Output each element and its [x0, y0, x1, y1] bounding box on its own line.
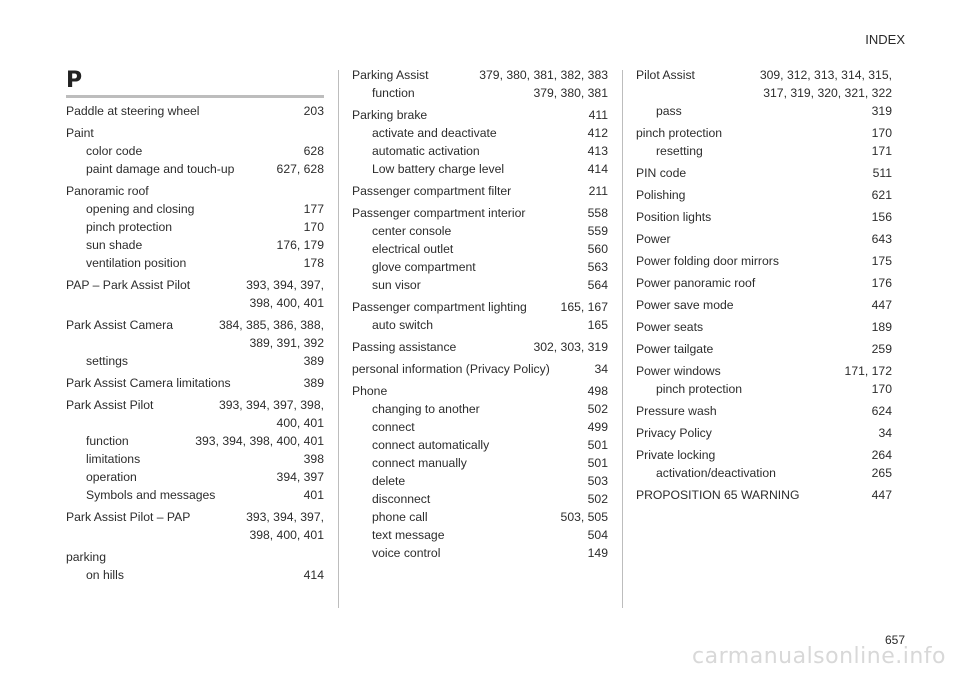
index-subpage-refs[interactable]: 394, 397	[276, 470, 324, 484]
index-page-refs-continued[interactable]: 398, 400, 401	[249, 296, 324, 310]
index-subpage-refs[interactable]: 165	[587, 318, 608, 332]
index-subterm: limitations	[86, 452, 141, 466]
index-subpage-refs[interactable]: 170	[303, 220, 324, 234]
index-subpage-refs[interactable]: 412	[587, 126, 608, 140]
index-term: Paddle at steering wheel	[66, 104, 200, 118]
index-term: Passenger compartment lighting	[352, 300, 527, 314]
index-subentry	[352, 240, 608, 258]
index-entry	[636, 340, 892, 358]
index-subterm: glove compartment	[372, 260, 476, 274]
index-subterm: ventilation position	[86, 256, 187, 270]
index-subterm: electrical outlet	[372, 242, 454, 256]
index-subentry	[352, 124, 608, 142]
index-entry	[66, 276, 324, 312]
index-subpage-refs[interactable]: 265	[871, 466, 892, 480]
index-subterm: activate and deactivate	[372, 126, 497, 140]
index-entry-line	[636, 486, 892, 504]
index-entry	[352, 204, 608, 294]
index-subentry	[66, 142, 324, 160]
index-entry	[352, 298, 608, 334]
index-entry	[636, 446, 892, 482]
index-term: Power save mode	[636, 298, 734, 312]
index-subentry	[352, 142, 608, 160]
index-page-refs-continued[interactable]: 317, 319, 320, 321, 322	[763, 86, 892, 100]
index-subpage-refs[interactable]: 178	[303, 256, 324, 270]
index-term: Polishing	[636, 188, 686, 202]
index-term: Parking brake	[352, 108, 428, 122]
index-entry	[352, 182, 608, 200]
index-subentry	[352, 160, 608, 178]
index-subpage-refs[interactable]: 501	[587, 438, 608, 452]
index-entry-line	[636, 124, 892, 142]
index-subentry	[352, 316, 608, 334]
index-entry-line	[636, 252, 892, 270]
index-term: Power seats	[636, 320, 704, 334]
index-column-1	[66, 102, 324, 588]
index-subpage-refs[interactable]: 389	[303, 354, 324, 368]
index-term: Power panoramic roof	[636, 276, 756, 290]
index-entry	[352, 338, 608, 356]
index-subpage-refs[interactable]: 393, 394, 398, 400, 401	[195, 434, 324, 448]
index-entry	[636, 424, 892, 442]
index-term: Phone	[352, 384, 388, 398]
index-subentry	[352, 400, 608, 418]
index-entry	[636, 318, 892, 336]
index-entry	[636, 486, 892, 504]
index-subterm: disconnect	[372, 492, 431, 506]
index-entry	[636, 230, 892, 248]
index-term: personal information (Privacy Policy)	[352, 362, 550, 376]
index-subentry	[636, 380, 892, 398]
index-entry-line	[66, 276, 324, 294]
index-subpage-refs[interactable]: 499	[587, 420, 608, 434]
section-rule	[66, 95, 324, 98]
index-page-refs[interactable]: 393, 394, 397, 398,	[218, 398, 324, 412]
index-term: pinch protection	[636, 126, 723, 140]
index-page-refs[interactable]: 203	[303, 104, 324, 118]
index-page-refs-continued[interactable]: 400, 401	[276, 416, 324, 430]
index-entry-line	[636, 274, 892, 292]
index-term: Passing assistance	[352, 340, 457, 354]
index-page-refs[interactable]: 379, 380, 381, 382, 383	[479, 68, 608, 82]
index-subterm: pass	[656, 104, 682, 118]
column-divider	[622, 70, 623, 608]
section-letter: P	[66, 68, 83, 93]
index-term: parking	[66, 550, 106, 564]
index-term: PROPOSITION 65 WARNING	[636, 488, 800, 502]
index-page-refs[interactable]: 211	[588, 184, 608, 198]
index-page-refs-continued[interactable]: 389, 391, 392	[249, 336, 324, 350]
index-subentry	[636, 102, 892, 120]
index-subpage-refs[interactable]: 398	[303, 452, 324, 466]
index-page-refs[interactable]: 302, 303, 319	[533, 340, 608, 354]
index-subentry	[66, 566, 324, 584]
index-page-refs[interactable]: 264	[871, 448, 892, 462]
index-subterm: auto switch	[372, 318, 433, 332]
index-page-refs[interactable]: 34	[878, 426, 892, 440]
watermark: carmanualsonline.info	[692, 644, 946, 669]
index-page-refs[interactable]: 389	[303, 376, 324, 390]
index-term: Park Assist Camera limitations	[66, 376, 231, 390]
index-subterm: Symbols and messages	[86, 488, 216, 502]
index-term: Paint	[66, 126, 94, 140]
index-subpage-refs[interactable]: 560	[587, 242, 608, 256]
index-entry	[66, 182, 324, 272]
index-subpage-refs[interactable]: 149	[587, 546, 608, 560]
index-entry	[66, 396, 324, 504]
index-entry-line	[66, 396, 324, 414]
index-entry-line	[636, 362, 892, 380]
index-subterm: color code	[86, 144, 143, 158]
index-entry-line	[352, 382, 608, 400]
index-subterm: voice control	[372, 546, 441, 560]
index-subterm: sun visor	[372, 278, 421, 292]
index-entry-line	[636, 296, 892, 314]
index-page-refs[interactable]: 189	[871, 320, 892, 334]
index-subpage-refs[interactable]: 503, 505	[560, 510, 608, 524]
index-term: Passenger compartment interior	[352, 206, 526, 220]
index-page-refs[interactable]: 156	[871, 210, 892, 224]
index-subentry	[352, 258, 608, 276]
index-term: Pilot Assist	[636, 68, 695, 82]
index-subterm: resetting	[656, 144, 703, 158]
index-term: PAP – Park Assist Pilot	[66, 278, 191, 292]
index-subterm: sun shade	[86, 238, 143, 252]
index-page-refs[interactable]: 643	[871, 232, 892, 246]
index-entry	[636, 296, 892, 314]
index-subpage-refs[interactable]: 559	[587, 224, 608, 238]
index-page-refs[interactable]: 624	[871, 404, 892, 418]
index-subpage-refs[interactable]: 176, 179	[276, 238, 324, 252]
index-subpage-refs[interactable]: 627, 628	[276, 162, 324, 176]
index-subpage-refs[interactable]: 504	[587, 528, 608, 542]
index-entry-line	[66, 102, 324, 120]
index-subterm: settings	[86, 354, 129, 368]
index-term: Power tailgate	[636, 342, 714, 356]
index-subpage-refs[interactable]: 414	[587, 162, 608, 176]
index-subterm: function	[372, 86, 415, 100]
index-subpage-refs[interactable]: 401	[303, 488, 324, 502]
index-page-refs[interactable]: 393, 394, 397,	[246, 510, 324, 524]
index-page-refs[interactable]: 175	[871, 254, 892, 268]
index-subpage-refs[interactable]: 564	[587, 278, 608, 292]
index-term: PIN code	[636, 166, 687, 180]
index-subentry	[636, 142, 892, 160]
index-page-refs[interactable]: 558	[587, 206, 608, 220]
index-entry	[352, 106, 608, 178]
index-subentry	[66, 236, 324, 254]
index-entry	[636, 208, 892, 226]
index-subentry	[352, 276, 608, 294]
index-subterm: pinch protection	[656, 382, 743, 396]
index-term: Power folding door mirrors	[636, 254, 779, 268]
index-entry	[636, 402, 892, 420]
index-subterm: on hills	[86, 568, 124, 582]
index-subentry	[66, 432, 324, 450]
index-entry-line	[352, 298, 608, 316]
index-entry-line	[636, 164, 892, 182]
index-entry-line	[636, 402, 892, 420]
index-entry	[636, 186, 892, 204]
index-entry	[66, 124, 324, 178]
index-page-refs[interactable]: 170	[871, 126, 892, 140]
index-subentry	[352, 418, 608, 436]
index-subentry	[352, 508, 608, 526]
index-subterm: center console	[372, 224, 452, 238]
index-entry-line	[636, 230, 892, 248]
index-page-refs[interactable]: 511	[872, 166, 892, 180]
index-entry-line	[352, 204, 608, 222]
index-subpage-refs[interactable]: 379, 380, 381	[533, 86, 608, 100]
index-subterm: paint damage and touch-up	[86, 162, 235, 176]
index-subterm: opening and closing	[86, 202, 195, 216]
index-entry	[636, 164, 892, 182]
index-page-refs[interactable]: 176	[871, 276, 892, 290]
index-subterm: pinch protection	[86, 220, 173, 234]
index-term: Privacy Policy	[636, 426, 712, 440]
index-term: Private locking	[636, 448, 716, 462]
index-subpage-refs[interactable]: 628	[303, 144, 324, 158]
index-subentry	[636, 464, 892, 482]
index-page-refs[interactable]: 447	[871, 298, 892, 312]
index-subentry	[66, 352, 324, 370]
index-page-refs[interactable]: 34	[594, 362, 608, 376]
index-entry-line	[636, 208, 892, 226]
index-entry-line	[636, 318, 892, 336]
index-subentry	[352, 436, 608, 454]
index-page-refs[interactable]: 165, 167	[560, 300, 608, 314]
index-term: Park Assist Pilot – PAP	[66, 510, 191, 524]
index-entry	[636, 362, 892, 398]
index-page-refs[interactable]: 309, 312, 313, 314, 315,	[759, 68, 892, 82]
index-entry	[636, 66, 892, 120]
index-subpage-refs[interactable]: 502	[587, 492, 608, 506]
index-entry	[636, 252, 892, 270]
index-subentry	[66, 486, 324, 504]
index-entry	[636, 124, 892, 160]
index-entry-line	[352, 182, 608, 200]
index-term: Power windows	[636, 364, 721, 378]
index-entry	[66, 316, 324, 370]
index-entry-line	[636, 424, 892, 442]
index-entry	[352, 360, 608, 378]
index-subpage-refs[interactable]: 171	[871, 144, 892, 158]
index-subterm: phone call	[372, 510, 428, 524]
index-subentry	[352, 84, 608, 102]
index-subpage-refs[interactable]: 503	[587, 474, 608, 488]
index-subentry	[352, 472, 608, 490]
index-subentry	[352, 454, 608, 472]
index-subterm: Low battery charge level	[372, 162, 505, 176]
index-term: Park Assist Camera	[66, 318, 174, 332]
index-subpage-refs[interactable]: 319	[871, 104, 892, 118]
index-subpage-refs[interactable]: 501	[587, 456, 608, 470]
index-term: Park Assist Pilot	[66, 398, 154, 412]
index-subentry	[352, 222, 608, 240]
index-subentry	[66, 218, 324, 236]
index-subterm: operation	[86, 470, 137, 484]
index-subterm: function	[86, 434, 129, 448]
index-entry-line	[66, 508, 324, 526]
index-entry	[352, 382, 608, 562]
index-term: Power	[636, 232, 671, 246]
index-entry-line	[352, 66, 608, 84]
index-subterm: connect automatically	[372, 438, 490, 452]
index-subentry	[352, 490, 608, 508]
index-subpage-refs[interactable]: 563	[587, 260, 608, 274]
index-entry-line	[636, 446, 892, 464]
index-term: Parking Assist	[352, 68, 429, 82]
index-entry-line	[352, 338, 608, 356]
index-page-refs[interactable]: 498	[587, 384, 608, 398]
index-subpage-refs[interactable]: 502	[587, 402, 608, 416]
index-subterm: changing to another	[372, 402, 480, 416]
index-subterm: text message	[372, 528, 445, 542]
index-subterm: activation/deactivation	[656, 466, 776, 480]
index-entry-line	[66, 316, 324, 334]
index-subentry	[66, 468, 324, 486]
index-entry	[66, 374, 324, 392]
index-subterm: delete	[372, 474, 406, 488]
index-column-3	[636, 66, 892, 508]
index-term: Passenger compartment filter	[352, 184, 512, 198]
index-page-refs[interactable]: 621	[871, 188, 892, 202]
index-entry-line	[352, 360, 608, 378]
index-term: Pressure wash	[636, 404, 717, 418]
index-term: Panoramic roof	[66, 184, 149, 198]
index-page-refs[interactable]: 411	[588, 108, 608, 122]
index-subentry	[352, 526, 608, 544]
column-divider	[338, 70, 339, 608]
index-entry-line	[66, 182, 324, 200]
index-entry-line	[352, 106, 608, 124]
index-subentry	[66, 160, 324, 178]
index-page-refs-continued[interactable]: 398, 400, 401	[249, 528, 324, 542]
index-page-refs[interactable]: 171, 172	[844, 364, 892, 378]
index-entry	[66, 508, 324, 544]
index-subterm: connect manually	[372, 456, 467, 470]
index-subpage-refs[interactable]: 413	[587, 144, 608, 158]
index-entry	[352, 66, 608, 102]
index-subentry	[352, 544, 608, 562]
index-entry-line	[636, 186, 892, 204]
index-term: Position lights	[636, 210, 712, 224]
index-subterm: connect	[372, 420, 415, 434]
index-page-refs[interactable]: 384, 385, 386, 388,	[218, 318, 324, 332]
index-entry-line	[66, 548, 324, 566]
index-entry	[66, 102, 324, 120]
index-subentry	[66, 450, 324, 468]
index-entry-line	[66, 124, 324, 142]
index-page-refs[interactable]: 259	[871, 342, 892, 356]
index-subentry	[66, 254, 324, 272]
index-entry-line	[636, 66, 892, 84]
index-subpage-refs[interactable]: 170	[871, 382, 892, 396]
index-entry	[66, 548, 324, 584]
index-entry-line	[636, 340, 892, 358]
page-number: 657	[884, 633, 905, 647]
index-subterm: automatic activation	[372, 144, 480, 158]
index-column-2	[352, 66, 608, 566]
index-subpage-refs[interactable]: 177	[303, 202, 324, 216]
index-subpage-refs[interactable]: 414	[303, 568, 324, 582]
index-subentry	[66, 200, 324, 218]
index-entry-line	[66, 374, 324, 392]
index-page-refs[interactable]: 447	[871, 488, 892, 502]
index-page-refs[interactable]: 393, 394, 397,	[246, 278, 324, 292]
header-label: INDEX	[865, 32, 905, 47]
index-entry	[636, 274, 892, 292]
